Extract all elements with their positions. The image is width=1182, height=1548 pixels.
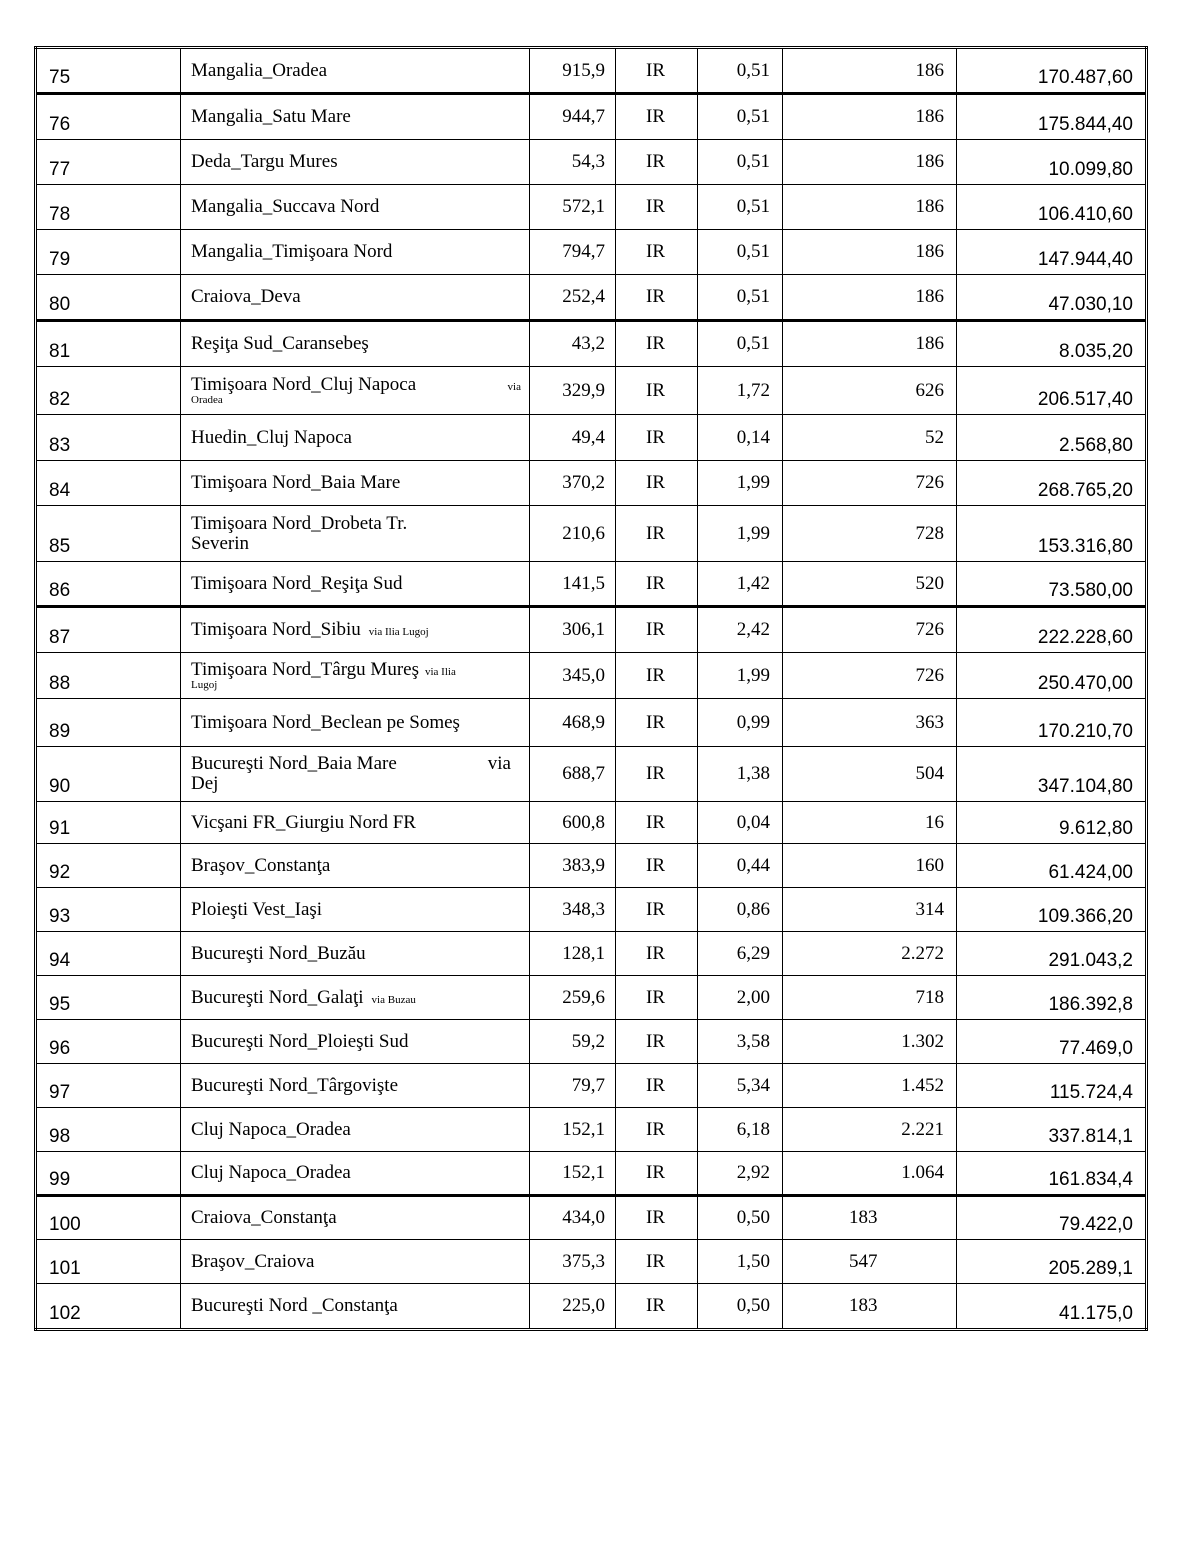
distance-km: 79,7 bbox=[530, 1064, 616, 1108]
table-row bbox=[36, 699, 1147, 747]
row-number: 78 bbox=[36, 185, 181, 230]
train-type: IR bbox=[616, 1196, 698, 1240]
route-name-text: Bucureşti Nord_Galaţi bbox=[191, 986, 364, 1008]
train-type: IR bbox=[616, 506, 698, 562]
route-name-text: Craiova_Deva bbox=[191, 286, 301, 308]
total-value: 205.289,1 bbox=[957, 1240, 1147, 1284]
table-row bbox=[36, 1020, 1147, 1064]
train-count: 728 bbox=[783, 506, 957, 562]
total-value: 77.469,0 bbox=[957, 1020, 1147, 1064]
train-type: IR bbox=[616, 1108, 698, 1152]
coefficient: 1,99 bbox=[698, 461, 783, 506]
route-name-text: Bucureşti Nord_Baia Mare bbox=[191, 753, 397, 775]
row-number: 89 bbox=[36, 699, 181, 747]
table-row bbox=[36, 367, 1147, 415]
total-value: 250.470,00 bbox=[957, 653, 1147, 699]
train-count: 186 bbox=[783, 185, 957, 230]
train-count: 314 bbox=[783, 888, 957, 932]
route-name-text: Bucureşti Nord_Buzău bbox=[191, 942, 366, 964]
train-type: IR bbox=[616, 932, 698, 976]
route-name bbox=[181, 461, 530, 506]
route-name-text: Deda_Targu Mures bbox=[191, 151, 338, 173]
total-value: 161.834,4 bbox=[957, 1152, 1147, 1196]
table-row bbox=[36, 275, 1147, 321]
route-name bbox=[181, 230, 530, 275]
route-name-text: Mangalia_Succava Nord bbox=[191, 196, 380, 218]
distance-km: 49,4 bbox=[530, 415, 616, 461]
route-name-text: Timişoara Nord_Reşiţa Sud bbox=[191, 572, 403, 594]
coefficient: 0,51 bbox=[698, 185, 783, 230]
route-name-line2: Dej bbox=[191, 773, 219, 794]
total-value: 337.814,1 bbox=[957, 1108, 1147, 1152]
total-value: 175.844,40 bbox=[957, 94, 1147, 140]
total-value: 147.944,40 bbox=[957, 230, 1147, 275]
train-count: 547 bbox=[783, 1240, 957, 1284]
coefficient: 5,34 bbox=[698, 1064, 783, 1108]
row-number: 100 bbox=[36, 1196, 181, 1240]
train-type: IR bbox=[616, 802, 698, 844]
coefficient: 0,51 bbox=[698, 321, 783, 367]
route-name bbox=[181, 506, 530, 562]
total-value: 222.228,60 bbox=[957, 607, 1147, 653]
distance-km: 348,3 bbox=[530, 888, 616, 932]
coefficient: 0,86 bbox=[698, 888, 783, 932]
train-count: 186 bbox=[783, 275, 957, 321]
row-number: 85 bbox=[36, 506, 181, 562]
table-row bbox=[36, 747, 1147, 802]
total-value: 10.099,80 bbox=[957, 140, 1147, 185]
train-type: IR bbox=[616, 976, 698, 1020]
total-value: 291.043,2 bbox=[957, 932, 1147, 976]
coefficient: 1,99 bbox=[698, 506, 783, 562]
total-value: 206.517,40 bbox=[957, 367, 1147, 415]
route-name-text: Timişoara Nord_Drobeta Tr. bbox=[191, 512, 408, 534]
route-name-text: Reşiţa Sud_Caransebeş bbox=[191, 333, 369, 355]
total-value: 268.765,20 bbox=[957, 461, 1147, 506]
table-row bbox=[36, 230, 1147, 275]
row-number: 82 bbox=[36, 367, 181, 415]
route-name bbox=[181, 844, 530, 888]
distance-km: 944,7 bbox=[530, 94, 616, 140]
row-number: 80 bbox=[36, 275, 181, 321]
train-type: IR bbox=[616, 415, 698, 461]
coefficient: 6,18 bbox=[698, 1108, 783, 1152]
row-number: 91 bbox=[36, 802, 181, 844]
distance-km: 434,0 bbox=[530, 1196, 616, 1240]
table-row bbox=[36, 1240, 1147, 1284]
row-number: 96 bbox=[36, 1020, 181, 1064]
route-name bbox=[181, 1196, 530, 1240]
train-type: IR bbox=[616, 140, 698, 185]
train-count: 718 bbox=[783, 976, 957, 1020]
route-name-text: Mangalia_Satu Mare bbox=[191, 106, 351, 128]
row-number: 76 bbox=[36, 94, 181, 140]
coefficient: 1,50 bbox=[698, 1240, 783, 1284]
total-value: 8.035,20 bbox=[957, 321, 1147, 367]
distance-km: 306,1 bbox=[530, 607, 616, 653]
train-count: 726 bbox=[783, 653, 957, 699]
train-count: 1.452 bbox=[783, 1064, 957, 1108]
coefficient: 1,38 bbox=[698, 747, 783, 802]
distance-km: 252,4 bbox=[530, 275, 616, 321]
distance-km: 59,2 bbox=[530, 1020, 616, 1064]
total-value: 109.366,20 bbox=[957, 888, 1147, 932]
coefficient: 0,44 bbox=[698, 844, 783, 888]
train-type: IR bbox=[616, 321, 698, 367]
route-name bbox=[181, 415, 530, 461]
route-name bbox=[181, 1240, 530, 1284]
total-value: 61.424,00 bbox=[957, 844, 1147, 888]
route-name-text: Huedin_Cluj Napoca bbox=[191, 426, 352, 448]
total-value: 47.030,10 bbox=[957, 275, 1147, 321]
row-number: 86 bbox=[36, 562, 181, 607]
train-type: IR bbox=[616, 367, 698, 415]
row-number: 93 bbox=[36, 888, 181, 932]
row-number: 94 bbox=[36, 932, 181, 976]
coefficient: 1,72 bbox=[698, 367, 783, 415]
distance-km: 375,3 bbox=[530, 1240, 616, 1284]
total-value: 115.724,4 bbox=[957, 1064, 1147, 1108]
row-number: 98 bbox=[36, 1108, 181, 1152]
route-name bbox=[181, 1284, 530, 1330]
table-row bbox=[36, 1284, 1147, 1330]
train-count: 520 bbox=[783, 562, 957, 607]
routes-table bbox=[34, 46, 1148, 1331]
total-value: 79.422,0 bbox=[957, 1196, 1147, 1240]
route-name-text: Ploieşti Vest_Iaşi bbox=[191, 898, 323, 920]
table-row bbox=[36, 932, 1147, 976]
route-name-text: Mangalia_Timişoara Nord bbox=[191, 241, 393, 263]
route-name-text: Mangalia_Oradea bbox=[191, 59, 328, 81]
row-number: 92 bbox=[36, 844, 181, 888]
coefficient: 3,58 bbox=[698, 1020, 783, 1064]
train-count: 183 bbox=[783, 1284, 957, 1330]
row-number: 84 bbox=[36, 461, 181, 506]
row-number: 97 bbox=[36, 1064, 181, 1108]
train-type: IR bbox=[616, 888, 698, 932]
coefficient: 0,50 bbox=[698, 1196, 783, 1240]
table-row bbox=[36, 94, 1147, 140]
coefficient: 0,14 bbox=[698, 415, 783, 461]
route-name-text: Bucureşti Nord_Târgovişte bbox=[191, 1074, 399, 1096]
row-number: 87 bbox=[36, 607, 181, 653]
table-row bbox=[36, 321, 1147, 367]
train-count: 186 bbox=[783, 48, 957, 94]
total-value: 9.612,80 bbox=[957, 802, 1147, 844]
table-row bbox=[36, 653, 1147, 699]
row-number: 83 bbox=[36, 415, 181, 461]
table-row bbox=[36, 844, 1147, 888]
distance-km: 141,5 bbox=[530, 562, 616, 607]
distance-km: 210,6 bbox=[530, 506, 616, 562]
total-value: 41.175,0 bbox=[957, 1284, 1147, 1330]
route-name-text: Cluj Napoca_Oradea bbox=[191, 1162, 351, 1184]
train-type: IR bbox=[616, 48, 698, 94]
table-row bbox=[36, 48, 1147, 94]
distance-km: 152,1 bbox=[530, 1108, 616, 1152]
distance-km: 688,7 bbox=[530, 747, 616, 802]
train-type: IR bbox=[616, 562, 698, 607]
coefficient: 0,50 bbox=[698, 1284, 783, 1330]
distance-km: 345,0 bbox=[530, 653, 616, 699]
coefficient: 0,51 bbox=[698, 230, 783, 275]
total-value: 170.210,70 bbox=[957, 699, 1147, 747]
train-count: 186 bbox=[783, 230, 957, 275]
route-name-text: Timişoara Nord_Baia Mare bbox=[191, 472, 401, 494]
train-count: 504 bbox=[783, 747, 957, 802]
distance-km: 915,9 bbox=[530, 48, 616, 94]
total-value: 106.410,60 bbox=[957, 185, 1147, 230]
route-name bbox=[181, 1064, 530, 1108]
train-count: 1.302 bbox=[783, 1020, 957, 1064]
train-count: 626 bbox=[783, 367, 957, 415]
table-row bbox=[36, 1196, 1147, 1240]
route-name bbox=[181, 1108, 530, 1152]
route-via: via Buzau bbox=[371, 993, 416, 1006]
row-number: 75 bbox=[36, 48, 181, 94]
train-type: IR bbox=[616, 607, 698, 653]
coefficient: 0,51 bbox=[698, 48, 783, 94]
coefficient: 0,51 bbox=[698, 275, 783, 321]
train-type: IR bbox=[616, 1020, 698, 1064]
train-type: IR bbox=[616, 1240, 698, 1284]
route-name-text: Bucureşti Nord _Constanţa bbox=[191, 1295, 398, 1317]
route-via-detail: Oradea bbox=[191, 393, 223, 406]
distance-km: 383,9 bbox=[530, 844, 616, 888]
coefficient: 0,04 bbox=[698, 802, 783, 844]
route-name-text: Craiova_Constanţa bbox=[191, 1207, 337, 1229]
total-value: 186.392,8 bbox=[957, 976, 1147, 1020]
distance-km: 572,1 bbox=[530, 185, 616, 230]
train-type: IR bbox=[616, 653, 698, 699]
train-count: 160 bbox=[783, 844, 957, 888]
row-number: 79 bbox=[36, 230, 181, 275]
train-type: IR bbox=[616, 1152, 698, 1196]
route-name bbox=[181, 562, 530, 607]
row-number: 102 bbox=[36, 1284, 181, 1330]
route-name-text: Vicşani FR_Giurgiu Nord FR bbox=[191, 811, 416, 833]
route-name bbox=[181, 185, 530, 230]
coefficient: 2,92 bbox=[698, 1152, 783, 1196]
train-type: IR bbox=[616, 1064, 698, 1108]
coefficient: 2,00 bbox=[698, 976, 783, 1020]
train-type: IR bbox=[616, 94, 698, 140]
distance-km: 370,2 bbox=[530, 461, 616, 506]
route-name bbox=[181, 94, 530, 140]
route-name bbox=[181, 888, 530, 932]
train-count: 2.221 bbox=[783, 1108, 957, 1152]
train-count: 16 bbox=[783, 802, 957, 844]
train-count: 1.064 bbox=[783, 1152, 957, 1196]
route-name-line2: Severin bbox=[191, 532, 250, 554]
table-row bbox=[36, 185, 1147, 230]
coefficient: 2,42 bbox=[698, 607, 783, 653]
table-body bbox=[36, 48, 1147, 1330]
train-count: 726 bbox=[783, 607, 957, 653]
coefficient: 6,29 bbox=[698, 932, 783, 976]
train-type: IR bbox=[616, 185, 698, 230]
route-name-text: Cluj Napoca_Oradea bbox=[191, 1118, 351, 1140]
route-via: via bbox=[487, 753, 511, 775]
route-name bbox=[181, 1152, 530, 1196]
train-count: 2.272 bbox=[783, 932, 957, 976]
table-row bbox=[36, 415, 1147, 461]
row-number: 88 bbox=[36, 653, 181, 699]
total-value: 347.104,80 bbox=[957, 747, 1147, 802]
coefficient: 1,42 bbox=[698, 562, 783, 607]
distance-km: 794,7 bbox=[530, 230, 616, 275]
table-row bbox=[36, 506, 1147, 562]
table-row bbox=[36, 976, 1147, 1020]
distance-km: 152,1 bbox=[530, 1152, 616, 1196]
total-value: 73.580,00 bbox=[957, 562, 1147, 607]
distance-km: 54,3 bbox=[530, 140, 616, 185]
table-row bbox=[36, 461, 1147, 506]
table-row bbox=[36, 1064, 1147, 1108]
route-name-text: Timişoara Nord_Beclean pe Someş bbox=[191, 711, 460, 733]
train-type: IR bbox=[616, 275, 698, 321]
route-name bbox=[181, 653, 530, 699]
total-value: 153.316,80 bbox=[957, 506, 1147, 562]
row-number: 77 bbox=[36, 140, 181, 185]
route-name bbox=[181, 321, 530, 367]
route-name-text: Timişoara Nord_Târgu Mureş bbox=[191, 658, 419, 680]
coefficient: 0,51 bbox=[698, 94, 783, 140]
route-via: via bbox=[507, 380, 521, 393]
train-type: IR bbox=[616, 747, 698, 802]
route-name-text: Braşov_Constanţa bbox=[191, 854, 331, 876]
coefficient: 0,99 bbox=[698, 699, 783, 747]
distance-km: 468,9 bbox=[530, 699, 616, 747]
table-row bbox=[36, 562, 1147, 607]
distance-km: 225,0 bbox=[530, 1284, 616, 1330]
route-name bbox=[181, 802, 530, 844]
route-name bbox=[181, 976, 530, 1020]
train-type: IR bbox=[616, 230, 698, 275]
route-name bbox=[181, 140, 530, 185]
total-value: 170.487,60 bbox=[957, 48, 1147, 94]
train-type: IR bbox=[616, 461, 698, 506]
route-name bbox=[181, 607, 530, 653]
row-number: 95 bbox=[36, 976, 181, 1020]
train-count: 52 bbox=[783, 415, 957, 461]
route-name-text: Bucureşti Nord_Ploieşti Sud bbox=[191, 1030, 409, 1052]
train-count: 186 bbox=[783, 140, 957, 185]
route-name bbox=[181, 275, 530, 321]
distance-km: 128,1 bbox=[530, 932, 616, 976]
train-count: 186 bbox=[783, 321, 957, 367]
table-row bbox=[36, 802, 1147, 844]
coefficient: 1,99 bbox=[698, 653, 783, 699]
route-name bbox=[181, 699, 530, 747]
train-count: 363 bbox=[783, 699, 957, 747]
route-name-text: Timişoara Nord_Cluj Napoca bbox=[191, 373, 417, 395]
train-count: 726 bbox=[783, 461, 957, 506]
table-row bbox=[36, 607, 1147, 653]
distance-km: 600,8 bbox=[530, 802, 616, 844]
total-value: 2.568,80 bbox=[957, 415, 1147, 461]
row-number: 101 bbox=[36, 1240, 181, 1284]
route-name bbox=[181, 932, 530, 976]
route-name-text: Timişoara Nord_Sibiu bbox=[191, 619, 361, 641]
table-row bbox=[36, 140, 1147, 185]
train-count: 186 bbox=[783, 94, 957, 140]
route-name bbox=[181, 48, 530, 94]
distance-km: 259,6 bbox=[530, 976, 616, 1020]
row-number: 99 bbox=[36, 1152, 181, 1196]
route-via: via Ilia Lugoj bbox=[368, 626, 429, 639]
route-name bbox=[181, 367, 530, 415]
table-row bbox=[36, 888, 1147, 932]
table-row bbox=[36, 1108, 1147, 1152]
route-name-text: Braşov_Craiova bbox=[191, 1250, 315, 1272]
train-type: IR bbox=[616, 844, 698, 888]
coefficient: 0,51 bbox=[698, 140, 783, 185]
table-row bbox=[36, 1152, 1147, 1196]
route-via-detail: Lugoj bbox=[191, 678, 218, 691]
route-name bbox=[181, 1020, 530, 1064]
train-type: IR bbox=[616, 699, 698, 747]
row-number: 81 bbox=[36, 321, 181, 367]
route-name bbox=[181, 747, 530, 802]
train-type: IR bbox=[616, 1284, 698, 1330]
route-via: via Ilia bbox=[424, 665, 456, 678]
train-count: 183 bbox=[783, 1196, 957, 1240]
row-number: 90 bbox=[36, 747, 181, 802]
distance-km: 329,9 bbox=[530, 367, 616, 415]
distance-km: 43,2 bbox=[530, 321, 616, 367]
